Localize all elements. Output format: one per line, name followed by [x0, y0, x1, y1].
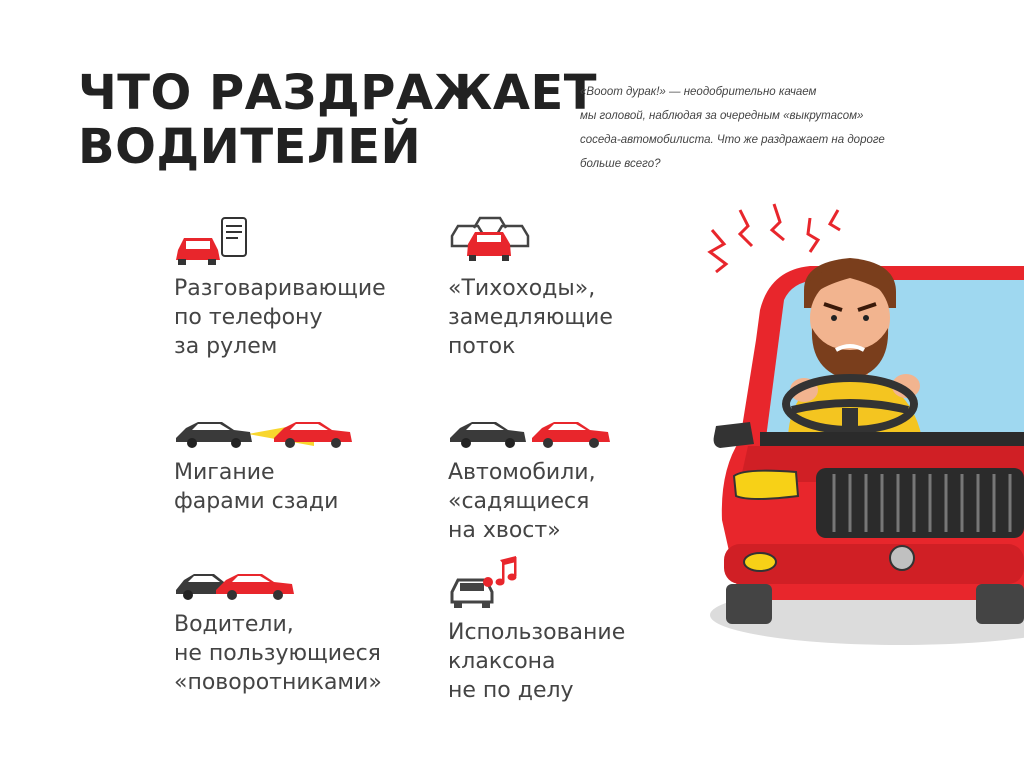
traffic-jam-icon — [448, 212, 532, 262]
item-text-line: не пользующиеся — [174, 641, 381, 666]
item-text-line: Использование — [448, 620, 626, 645]
tire — [976, 584, 1024, 624]
item-text-line: замедляющие — [448, 305, 613, 330]
headlight — [734, 471, 798, 499]
item-text-line: по телефону — [174, 305, 323, 330]
angry-driver-illustration — [700, 200, 1024, 670]
headlight-flash-icon — [174, 416, 354, 452]
dashboard — [760, 432, 1024, 446]
item-text-line: Автомобили, — [448, 460, 596, 485]
item-headlight-flash — [174, 416, 374, 526]
anger-lines-icon — [710, 204, 840, 272]
item-horn-misuse — [448, 556, 678, 706]
item-text-line: на хвост» — [448, 518, 561, 543]
phone-car-icon — [174, 216, 254, 266]
item-text-line: Водители, — [174, 612, 294, 637]
item-text-line: «садящиеся — [448, 489, 590, 514]
intro-line: больше всего? — [580, 158, 661, 170]
item-text-line: фарами сзади — [174, 489, 339, 514]
page-title — [78, 66, 597, 174]
intro-line: мы головой, наблюдая за очередным «выкрутасом» — [580, 110, 864, 122]
fog-light — [744, 553, 776, 571]
item-phone-drivers — [174, 216, 434, 366]
car-emblem — [890, 546, 914, 570]
intro-line: соседа-автомобилиста. Что же раздражает на дороге — [580, 134, 885, 146]
item-text-line: поток — [448, 334, 516, 359]
title-line-2: ВОДИТЕЛЕЙ — [78, 119, 422, 175]
intro-line: «Вооот дурак!» — неодобрительно качаем — [580, 86, 817, 98]
item-slow-drivers — [448, 216, 668, 366]
tire — [726, 584, 772, 624]
item-text-line: клаксона — [448, 649, 556, 674]
item-turn-signals — [174, 568, 424, 698]
item-text-line: за рулем — [174, 334, 278, 359]
side-mirror-icon — [714, 422, 754, 448]
item-text-line: «Тихоходы», — [448, 276, 596, 301]
item-text-line: Мигание — [174, 460, 275, 485]
item-text-line: не по делу — [448, 678, 574, 703]
item-text-line: «поворотниками» — [174, 670, 382, 695]
title-line-1: ЧТО РАЗДРАЖАЕТ — [78, 65, 597, 121]
intro-text — [580, 80, 980, 176]
no-turn-signal-icon — [174, 568, 298, 604]
item-tailgating — [448, 416, 648, 546]
item-text-line: Разговаривающие — [174, 276, 386, 301]
horn-icon — [448, 556, 528, 610]
tailgating-icon — [448, 416, 612, 452]
